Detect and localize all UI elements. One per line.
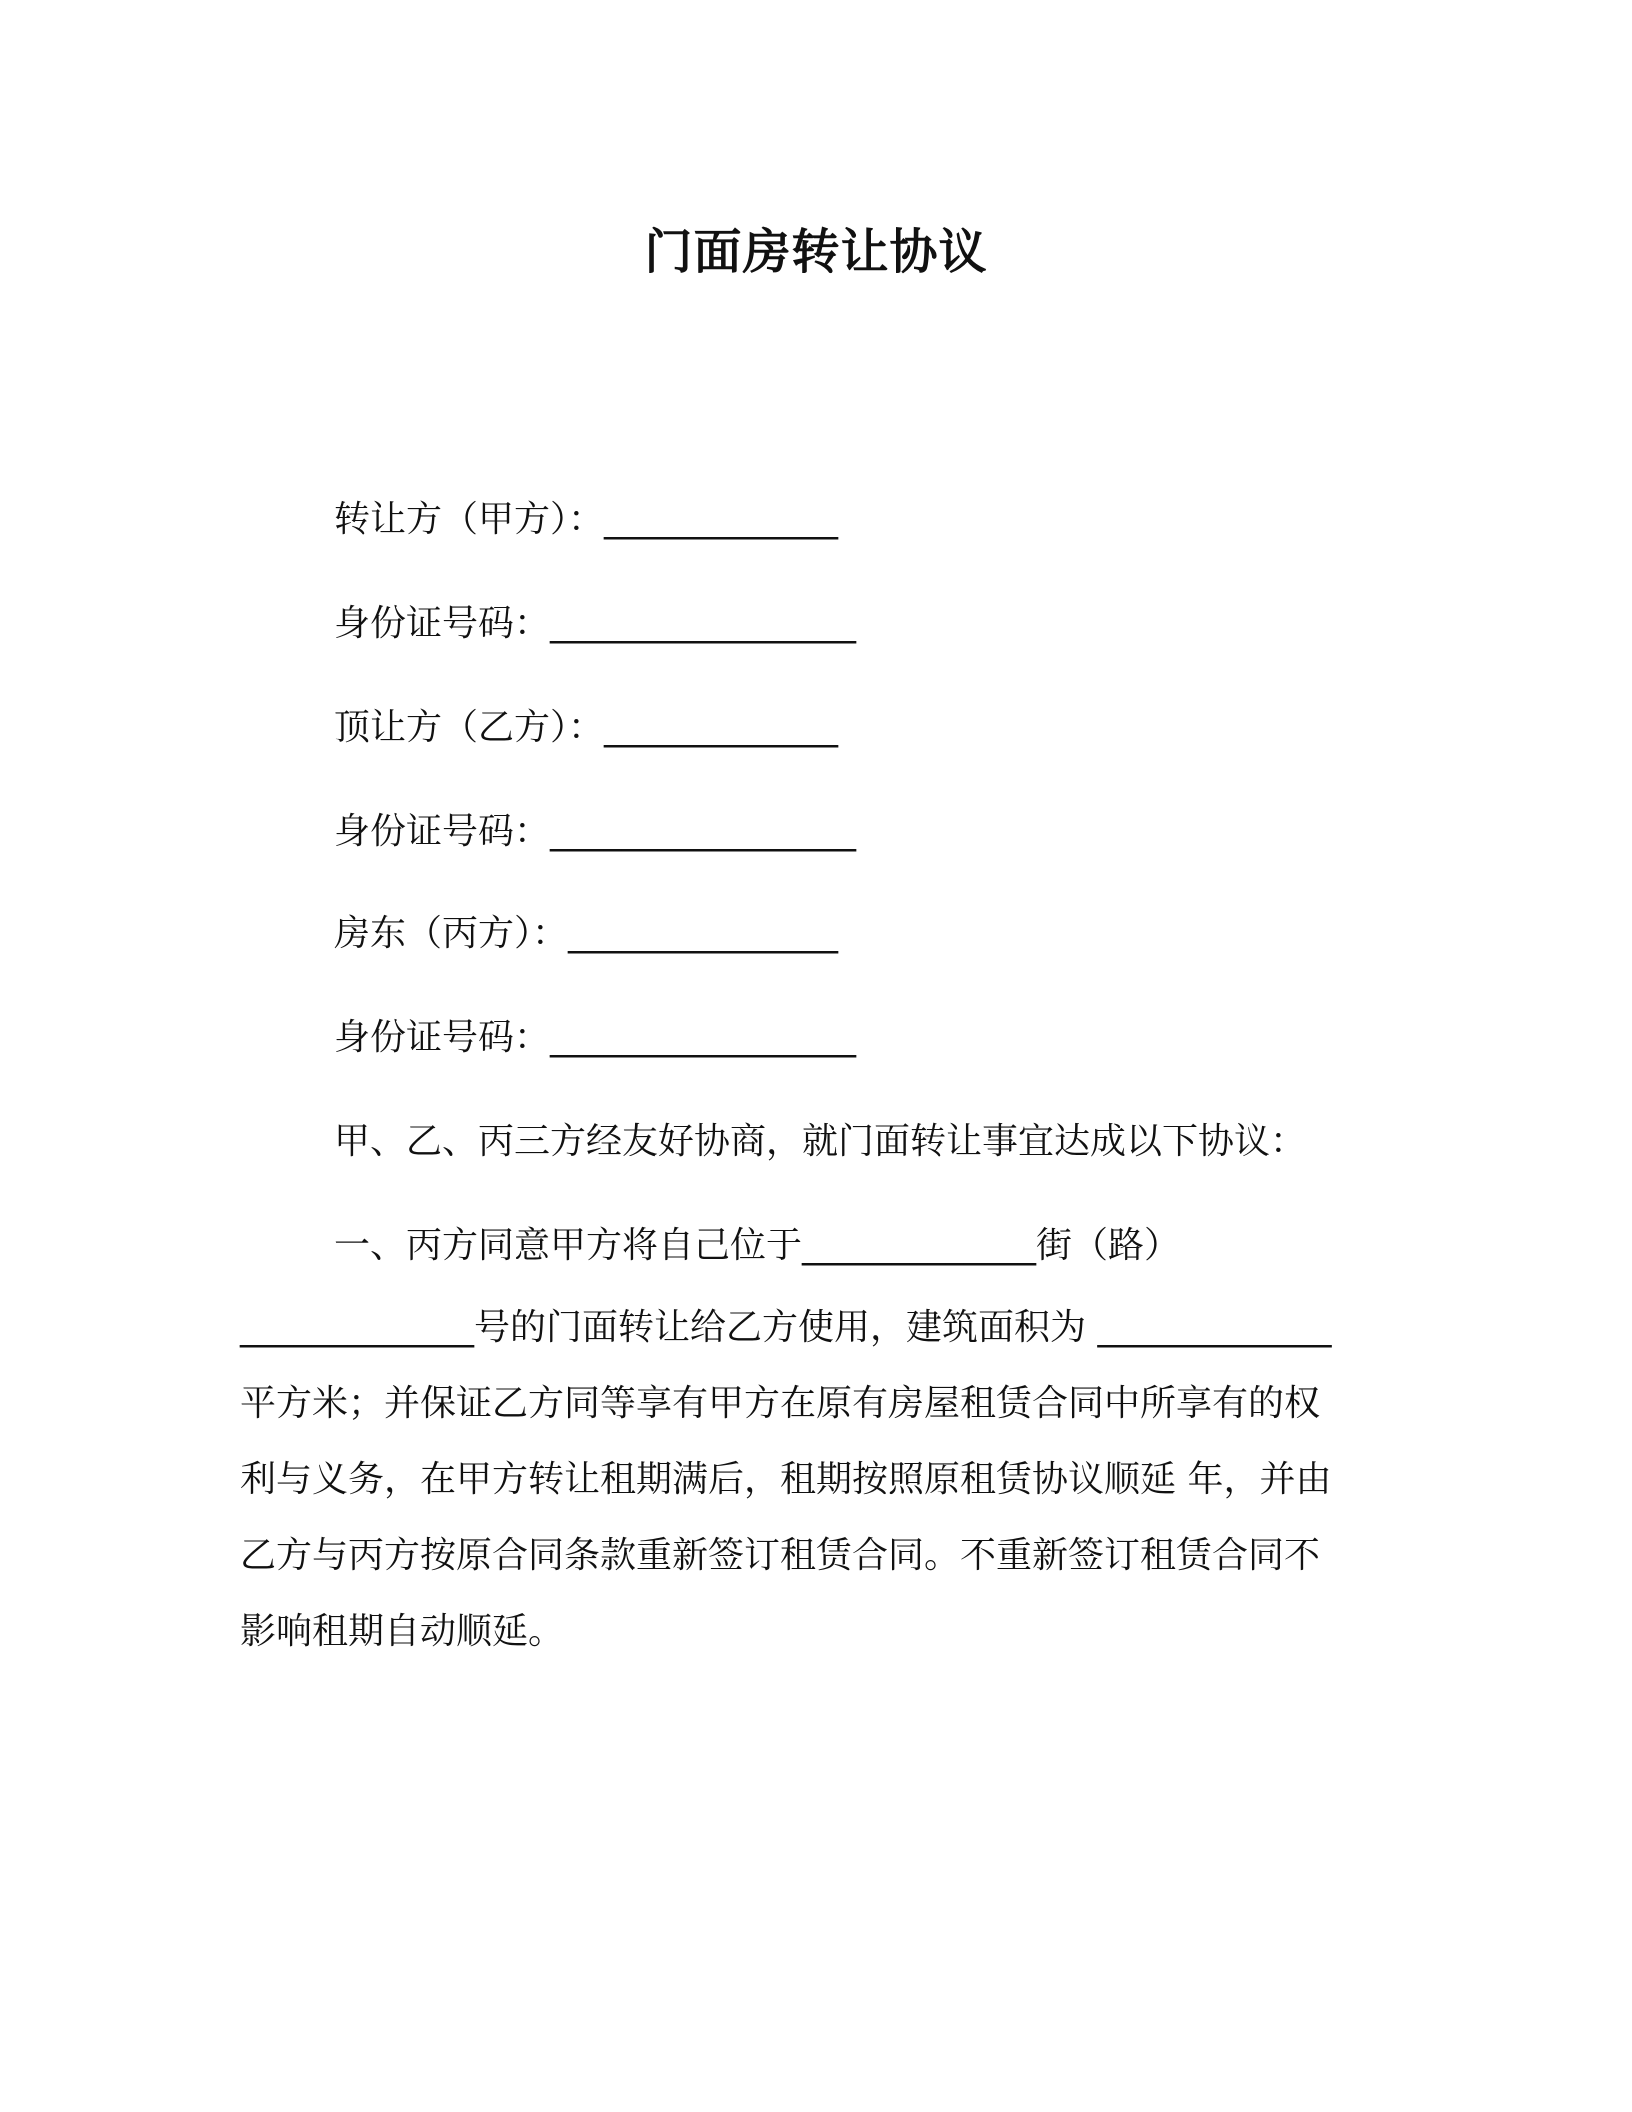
- transferor-label: 转让方（甲方）：: [334, 499, 605, 540]
- intro-paragraph: 甲、乙、丙三方经友好协商，就门面转让事宜达成以下协议：: [334, 1121, 1307, 1162]
- party-line-landlord-id: [334, 1014, 856, 1062]
- transferor-id-blank: _________________: [550, 603, 857, 644]
- transferee-id-blank: _________________: [550, 811, 857, 852]
- party-line-transferee-id: [334, 808, 856, 856]
- document-title: 门面房转让协议: [644, 224, 988, 280]
- transferor-id-label: 身份证号码：: [334, 603, 551, 644]
- landlord-id-label: 身份证号码：: [334, 1017, 551, 1058]
- transferee-name-blank: _____________: [604, 707, 839, 748]
- landlord-name-blank: _______________: [568, 913, 839, 954]
- clause1-area-text: 号的门面转让给乙方使用，建筑面积为: [474, 1307, 1098, 1348]
- transferee-label: 顶让方（乙方）：: [334, 707, 605, 748]
- street-suffix-text: 街（路）: [1036, 1225, 1181, 1266]
- clause1-line5: 乙方与丙方按原合同条款重新签订租赁合同。不重新签订租赁合同不: [240, 1535, 1321, 1576]
- area-blank: _____________: [1097, 1307, 1332, 1348]
- house-number-blank: _____________: [240, 1307, 474, 1348]
- clause1-location-text: 一、丙方同意甲方将自己位于: [334, 1225, 803, 1266]
- clause1-line2: [240, 1304, 1331, 1352]
- party-line-transferee: [334, 704, 838, 752]
- clause1-line6: 影响租期自动顺延。: [240, 1611, 565, 1652]
- landlord-label: 房东（丙方）：: [334, 913, 569, 954]
- transferor-name-blank: _____________: [604, 499, 839, 540]
- transferee-id-label: 身份证号码：: [334, 811, 551, 852]
- party-line-landlord: [334, 910, 838, 958]
- street-blank: _____________: [802, 1225, 1037, 1266]
- clause1-line4: 利与义务，在甲方转让租期满后，租期按照原租赁协议顺延 年，并由: [240, 1459, 1332, 1500]
- party-line-transferor: [334, 496, 838, 544]
- clause1-line1: [334, 1222, 1180, 1270]
- clause1-line3: 平方米；并保证乙方同等享有甲方在原有房屋租赁合同中所享有的权: [240, 1383, 1321, 1424]
- party-line-transferor-id: [334, 600, 856, 648]
- landlord-id-blank: _________________: [550, 1017, 857, 1058]
